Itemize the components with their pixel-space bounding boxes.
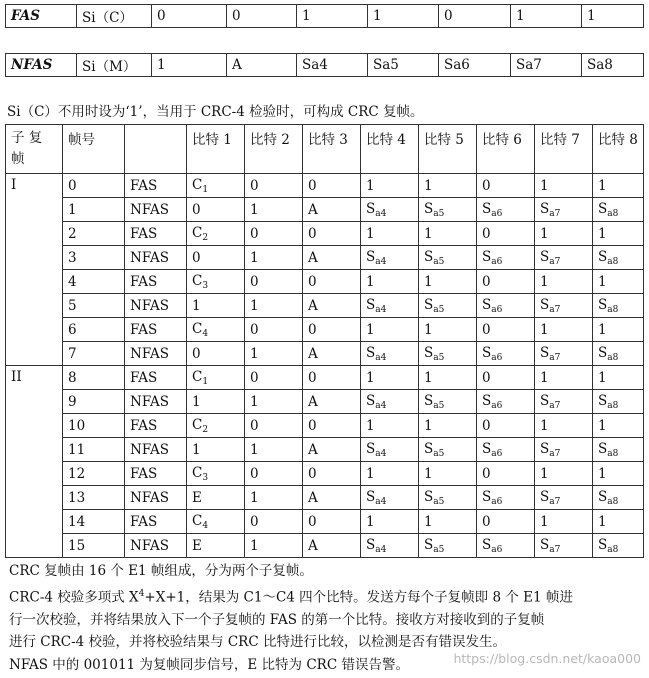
table-cell: FAS [125, 414, 187, 438]
table-cell: 0 [245, 366, 303, 390]
table-cell: 14 [63, 510, 125, 534]
nfas-cell: Sa7 [511, 54, 582, 77]
table-cell: 0 [477, 318, 535, 342]
table-cell: E [187, 486, 245, 510]
table-cell: $S_{a8}$ [593, 534, 644, 558]
table-cell: $S_{a7}$ [535, 534, 593, 558]
header-cell: 比特 5 [419, 125, 477, 174]
table-cell: 1 [419, 366, 477, 390]
nfas-cell: Si（M） [77, 54, 152, 77]
table-cell: $S_{a5}$ [419, 342, 477, 366]
table-cell: $S_{a7}$ [535, 342, 593, 366]
desc-line: 行一次校验，并将结果放入下一个子复帧的 FAS 的第一个比特。接收方对接收到的子复帧 [9, 611, 545, 628]
table-cell: $S_{a6}$ [477, 534, 535, 558]
fas-bit-table [5, 4, 644, 28]
table-row [6, 462, 644, 486]
table-cell: $S_{a4}$ [361, 342, 419, 366]
table-cell: E [187, 534, 245, 558]
subframe-label: II [6, 366, 63, 558]
nfas-label: NFAS [6, 54, 77, 77]
table-row [6, 174, 644, 198]
table-row [6, 510, 644, 534]
nfas-cell: Sa8 [582, 54, 644, 77]
table-cell: 1 [361, 414, 419, 438]
table-cell: FAS [125, 366, 187, 390]
table-cell: $S_{a6}$ [477, 246, 535, 270]
table-cell: 1 [245, 342, 303, 366]
table-cell: $S_{a8}$ [593, 486, 644, 510]
table-cell: $C_4$ [187, 510, 245, 534]
nfas-cell: Sa4 [297, 54, 368, 77]
table-cell: 1 [593, 270, 644, 294]
table-cell: $S_{a7}$ [535, 294, 593, 318]
table-cell: 1 [187, 438, 245, 462]
table-row [6, 294, 644, 318]
header-cell: 比特 2 [245, 125, 303, 174]
table-cell: 1 [245, 294, 303, 318]
table-cell: $S_{a5}$ [419, 486, 477, 510]
nfas-bit-table [5, 53, 644, 77]
table-cell: 1 [245, 198, 303, 222]
header-cell: 帧号 [63, 125, 125, 174]
table-cell: 1 [419, 174, 477, 198]
table-cell: FAS [125, 174, 187, 198]
table-cell: $S_{a5}$ [419, 198, 477, 222]
nfas-row [6, 54, 644, 77]
table-cell: A [303, 486, 361, 510]
table-cell: $S_{a7}$ [535, 438, 593, 462]
table-cell: 1 [419, 318, 477, 342]
table-cell: $C_3$ [187, 270, 245, 294]
table-cell: 0 [245, 318, 303, 342]
table-cell: 0 [63, 174, 125, 198]
fas-cell: Si（C） [77, 5, 152, 28]
header-cell: 比特 1 [187, 125, 245, 174]
table-header-row [6, 125, 644, 174]
table-cell: $S_{a5}$ [419, 534, 477, 558]
table-cell: 1 [535, 510, 593, 534]
table-cell: 1 [535, 414, 593, 438]
fas-label: FAS [6, 5, 77, 28]
table-cell: 0 [245, 510, 303, 534]
table-cell: 0 [245, 270, 303, 294]
table-cell: 1 [419, 222, 477, 246]
table-cell: A [303, 246, 361, 270]
table-cell: NFAS [125, 438, 187, 462]
table-cell: $S_{a6}$ [477, 342, 535, 366]
header-cell: 比特 8 [593, 125, 644, 174]
table-row [6, 222, 644, 246]
table-cell: 0 [477, 174, 535, 198]
table-cell: 1 [593, 414, 644, 438]
table-cell: $S_{a7}$ [535, 390, 593, 414]
table-cell: 0 [245, 462, 303, 486]
table-cell: $S_{a5}$ [419, 246, 477, 270]
fas-cell: 1 [368, 5, 439, 28]
table-cell: 1 [361, 270, 419, 294]
table-cell: FAS [125, 222, 187, 246]
header-cell: 比特 6 [477, 125, 535, 174]
table-cell: NFAS [125, 342, 187, 366]
table-cell: A [303, 390, 361, 414]
table-cell: 3 [63, 246, 125, 270]
table-cell: 1 [593, 366, 644, 390]
table-row [6, 366, 644, 390]
table-cell: 0 [303, 174, 361, 198]
table-cell: 1 [245, 486, 303, 510]
desc-line: 进行 CRC-4 校验，并将校验结果与 CRC 比特进行比较，以检测是否有错误发生。 [9, 634, 506, 650]
table-cell: $S_{a6}$ [477, 438, 535, 462]
table-row [6, 246, 644, 270]
table-cell: 1 [245, 246, 303, 270]
table-cell: 1 [535, 318, 593, 342]
header-cell: 比特 7 [535, 125, 593, 174]
table-cell: FAS [125, 318, 187, 342]
table-cell: $C_2$ [187, 222, 245, 246]
fas-cell: 1 [297, 5, 368, 28]
table-cell: 1 [535, 462, 593, 486]
header-cell: 子 复 帧 [6, 125, 63, 174]
table-cell: 8 [63, 366, 125, 390]
table-cell: 1 [419, 270, 477, 294]
table-cell: $S_{a5}$ [419, 438, 477, 462]
fas-row [6, 5, 644, 28]
table-cell: $S_{a8}$ [593, 294, 644, 318]
table-cell: $S_{a5}$ [419, 390, 477, 414]
table-cell: $S_{a6}$ [477, 390, 535, 414]
table-cell: 0 [187, 246, 245, 270]
table-row [6, 342, 644, 366]
table-cell: $S_{a4}$ [361, 438, 419, 462]
table-cell: 1 [361, 222, 419, 246]
table-cell: $S_{a6}$ [477, 198, 535, 222]
table-cell: 0 [477, 270, 535, 294]
table-cell: 0 [245, 222, 303, 246]
table-row [6, 414, 644, 438]
table-cell: A [303, 342, 361, 366]
desc-line: NFAS 中的 001011 为复帧同步信号，E 比特为 CRC 错误告警。 [9, 656, 409, 673]
table-cell: 6 [63, 318, 125, 342]
nfas-cell: A [227, 54, 297, 77]
table-cell: $S_{a8}$ [593, 342, 644, 366]
table-cell: $C_1$ [187, 174, 245, 198]
table-cell: $S_{a7}$ [535, 198, 593, 222]
table-cell: $S_{a6}$ [477, 294, 535, 318]
fas-cell: 1 [582, 5, 644, 28]
table-cell: 0 [477, 510, 535, 534]
table-cell: $C_4$ [187, 318, 245, 342]
table-cell: 15 [63, 534, 125, 558]
table-cell: NFAS [125, 486, 187, 510]
nfas-cell: Sa5 [368, 54, 439, 77]
table-cell: $S_{a7}$ [535, 486, 593, 510]
table-cell: 1 [361, 366, 419, 390]
table-cell: 1 [245, 390, 303, 414]
si-note: Si（C）不用时设为‘1’，当用于 CRC-4 检验时，可构成 CRC 复帧。 [7, 104, 424, 120]
table-cell: 1 [187, 294, 245, 318]
table-cell: 1 [187, 390, 245, 414]
table-cell: 12 [63, 462, 125, 486]
table-cell: 0 [477, 414, 535, 438]
table-cell: FAS [125, 462, 187, 486]
table-cell: 0 [303, 222, 361, 246]
table-cell: 1 [245, 534, 303, 558]
table-cell: 5 [63, 294, 125, 318]
nfas-cell: 1 [152, 54, 227, 77]
table-cell: A [303, 534, 361, 558]
fas-cell: 1 [511, 5, 582, 28]
table-cell: 13 [63, 486, 125, 510]
table-cell: 1 [245, 438, 303, 462]
table-cell: $S_{a5}$ [419, 294, 477, 318]
table-cell: 1 [419, 510, 477, 534]
table-cell: NFAS [125, 246, 187, 270]
table-cell: $S_{a4}$ [361, 390, 419, 414]
table-cell: 1 [535, 270, 593, 294]
table-cell: NFAS [125, 294, 187, 318]
table-row [6, 438, 644, 462]
table-cell: $S_{a6}$ [477, 486, 535, 510]
table-row [6, 534, 644, 558]
table-cell: 1 [419, 462, 477, 486]
table-cell: FAS [125, 270, 187, 294]
table-cell: $S_{a4}$ [361, 534, 419, 558]
table-cell: 1 [63, 198, 125, 222]
table-cell: 1 [535, 174, 593, 198]
table-cell: $S_{a4}$ [361, 198, 419, 222]
table-cell: 0 [303, 318, 361, 342]
table-cell: 11 [63, 438, 125, 462]
table-cell: $S_{a8}$ [593, 246, 644, 270]
table-cell: 0 [245, 174, 303, 198]
table-cell: $S_{a4}$ [361, 486, 419, 510]
table-cell: 1 [593, 174, 644, 198]
table-cell: $S_{a7}$ [535, 246, 593, 270]
table-cell: 1 [361, 510, 419, 534]
table-cell: NFAS [125, 390, 187, 414]
table-cell: 0 [477, 222, 535, 246]
desc-line: CRC 复帧由 16 个 E1 帧组成，分为两个子复帧。 [9, 563, 313, 579]
table-cell: 0 [187, 198, 245, 222]
crc-multiframe-table [5, 124, 644, 558]
table-cell: $S_{a4}$ [361, 246, 419, 270]
table-cell: 0 [245, 414, 303, 438]
table-cell: 1 [593, 222, 644, 246]
table-row [6, 270, 644, 294]
table-cell: A [303, 438, 361, 462]
table-cell: $C_2$ [187, 414, 245, 438]
table-cell: 10 [63, 414, 125, 438]
table-cell: 2 [63, 222, 125, 246]
table-cell: 0 [303, 366, 361, 390]
table-cell: 7 [63, 342, 125, 366]
table-cell: 1 [361, 174, 419, 198]
fas-cell: 0 [227, 5, 297, 28]
header-cell: 比特 4 [361, 125, 419, 174]
table-row [6, 198, 644, 222]
table-cell: $S_{a8}$ [593, 390, 644, 414]
table-cell: NFAS [125, 534, 187, 558]
header-cell [125, 125, 187, 174]
header-cell: 比特 3 [303, 125, 361, 174]
table-cell: 0 [477, 366, 535, 390]
table-cell: 1 [535, 366, 593, 390]
table-cell: FAS [125, 510, 187, 534]
table-row [6, 390, 644, 414]
table-row [6, 318, 644, 342]
table-cell: $C_3$ [187, 462, 245, 486]
watermark: https://blog.csdn.net/kaoa000 [453, 651, 641, 666]
table-cell: 1 [419, 414, 477, 438]
table-cell: 1 [361, 462, 419, 486]
fas-cell: 0 [439, 5, 511, 28]
nfas-cell: Sa6 [439, 54, 511, 77]
table-cell: 0 [303, 510, 361, 534]
table-cell: $S_{a8}$ [593, 438, 644, 462]
table-cell: A [303, 294, 361, 318]
table-cell: 1 [593, 510, 644, 534]
desc-line: CRC-4 校验多项式 $X^4+X+1$，结果为 C1～C4 四个比特。发送方每个子复帧即 8 个 E1 帧进 [9, 588, 573, 605]
table-cell: 0 [303, 270, 361, 294]
table-cell: $C_1$ [187, 366, 245, 390]
table-cell: $S_{a8}$ [593, 198, 644, 222]
subframe-label: I [6, 174, 63, 366]
table-cell: A [303, 198, 361, 222]
table-cell: NFAS [125, 198, 187, 222]
table-cell: 0 [187, 342, 245, 366]
table-cell: 4 [63, 270, 125, 294]
table-cell: 0 [303, 462, 361, 486]
table-cell: 1 [593, 318, 644, 342]
table-cell: 1 [593, 462, 644, 486]
table-cell: $S_{a4}$ [361, 294, 419, 318]
table-row [6, 486, 644, 510]
table-cell: 0 [477, 462, 535, 486]
table-cell: 1 [535, 222, 593, 246]
fas-cell: 0 [152, 5, 227, 28]
table-cell: 1 [361, 318, 419, 342]
table-cell: 9 [63, 390, 125, 414]
table-cell: 0 [303, 414, 361, 438]
